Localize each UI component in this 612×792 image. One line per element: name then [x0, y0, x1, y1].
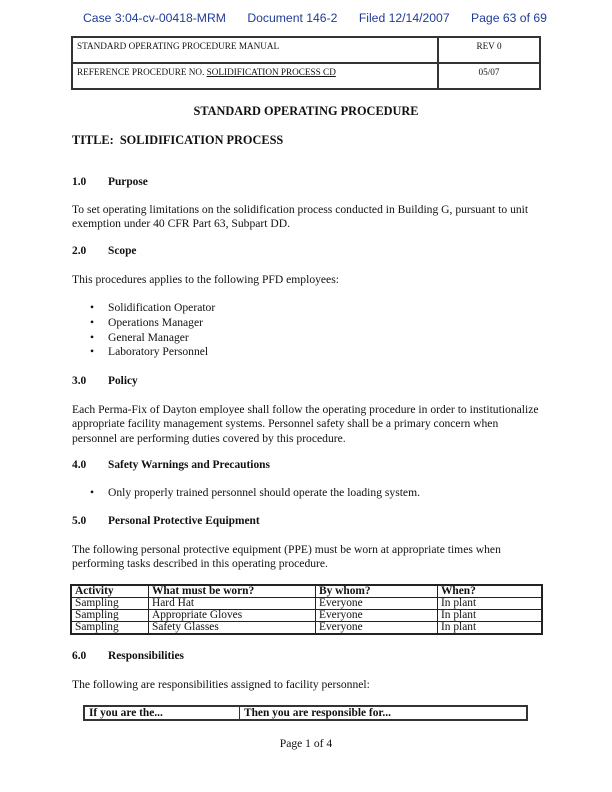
- list-item: • Operations Manager: [90, 316, 215, 331]
- section-number: 1.0: [72, 176, 87, 188]
- case-number: Case 3:04-cv-00418-MRM: [83, 11, 226, 25]
- stamp-page-number: Page 63 of 69: [471, 11, 547, 25]
- column-header-by-whom: By whom?: [316, 585, 438, 598]
- table-cell: Sampling: [71, 598, 149, 610]
- table-cell: Everyone: [316, 598, 438, 610]
- section-number: 4.0: [72, 459, 87, 471]
- table-cell: In plant: [438, 622, 543, 635]
- section-title: Safety Warnings and Precautions: [108, 459, 270, 471]
- table-header-row: [71, 585, 542, 598]
- section-heading-policy: [72, 375, 138, 387]
- table-cell: In plant: [438, 598, 543, 610]
- section-heading-responsibilities: [72, 650, 184, 662]
- column-header-activity: Activity: [71, 585, 149, 598]
- table-cell: Appropriate Gloves: [149, 610, 316, 622]
- reference-procedure-name: SOLIDIFICATION PROCESS CD: [206, 67, 336, 77]
- doc-heading: STANDARD OPERATING PROCEDURE: [193, 104, 419, 118]
- column-header-role: If you are the...: [84, 706, 240, 720]
- list-item: • Solidification Operator: [90, 301, 215, 316]
- revision-date: 05/07: [438, 63, 540, 89]
- reference-label: REFERENCE PROCEDURE NO.: [77, 67, 207, 77]
- safety-warnings-list: [90, 486, 420, 501]
- table-cell: Safety Glasses: [149, 622, 316, 635]
- table-cell: In plant: [438, 610, 543, 622]
- court-filing-stamp: [83, 11, 547, 25]
- table-row: [71, 622, 542, 635]
- section-heading-purpose: [72, 176, 148, 188]
- reference-procedure: [72, 63, 438, 89]
- ppe-table: [70, 584, 543, 635]
- list-item: • Only properly trained personnel should operate the loading system.: [90, 486, 420, 501]
- list-item: • General Manager: [90, 331, 215, 346]
- section-title: Responsibilities: [108, 650, 184, 662]
- section-number: 6.0: [72, 650, 87, 662]
- section-title: Personal Protective Equipment: [108, 515, 260, 527]
- scope-employee-list: [90, 301, 215, 360]
- table-row: [71, 610, 542, 622]
- purpose-text: To set operating limitations on the solidification process conducted in Building G, pursuant to unit exemption under 40 CFR Part 63, Subpart DD.: [72, 203, 529, 231]
- section-number: 5.0: [72, 515, 87, 527]
- page-footer: Page 1 of 4: [279, 737, 333, 750]
- section-title: Policy: [108, 375, 138, 387]
- table-cell: Everyone: [316, 622, 438, 635]
- section-title: Purpose: [108, 176, 148, 188]
- section-title: Scope: [108, 245, 137, 257]
- table-cell: Sampling: [71, 622, 149, 635]
- section-heading-scope: [72, 245, 136, 257]
- section-heading-safety: [72, 459, 270, 471]
- revision: REV 0: [438, 37, 540, 63]
- table-cell: Everyone: [316, 610, 438, 622]
- responsibilities-table: [83, 705, 528, 721]
- table-cell: Hard Hat: [149, 598, 316, 610]
- policy-text: Each Perma-Fix of Dayton employee shall follow the operating procedure in order to institutionalize appropriate facility management systems. Personnel safety shall be a primary concern when personnel are performing duties covered by this procedure.: [72, 403, 539, 445]
- sop-header-table: [71, 36, 541, 90]
- ppe-text: The following personal protective equipment (PPE) must be worn at appropriate times when performing tasks described in this operating procedure.: [72, 543, 501, 571]
- table-cell: Sampling: [71, 610, 149, 622]
- section-number: 3.0: [72, 375, 87, 387]
- column-header-when: When?: [438, 585, 543, 598]
- responsibilities-text: The following are responsibilities assigned to facility personnel:: [72, 678, 370, 691]
- column-header-responsibility: Then you are responsible for...: [240, 706, 528, 720]
- scope-text: This procedures applies to the following PFD employees:: [72, 273, 339, 286]
- column-header-what-worn: What must be worn?: [149, 585, 316, 598]
- document-number: Document 146-2: [247, 11, 338, 25]
- filed-date: Filed 12/14/2007: [358, 11, 450, 25]
- manual-title: STANDARD OPERATING PROCEDURE MANUAL: [72, 37, 438, 63]
- table-header-row: [84, 706, 527, 720]
- section-number: 2.0: [72, 245, 87, 257]
- doc-title: TITLE: SOLIDIFICATION PROCESS: [72, 133, 284, 147]
- list-item: • Laboratory Personnel: [90, 345, 215, 360]
- section-heading-ppe: [72, 515, 260, 527]
- table-row: [71, 598, 542, 610]
